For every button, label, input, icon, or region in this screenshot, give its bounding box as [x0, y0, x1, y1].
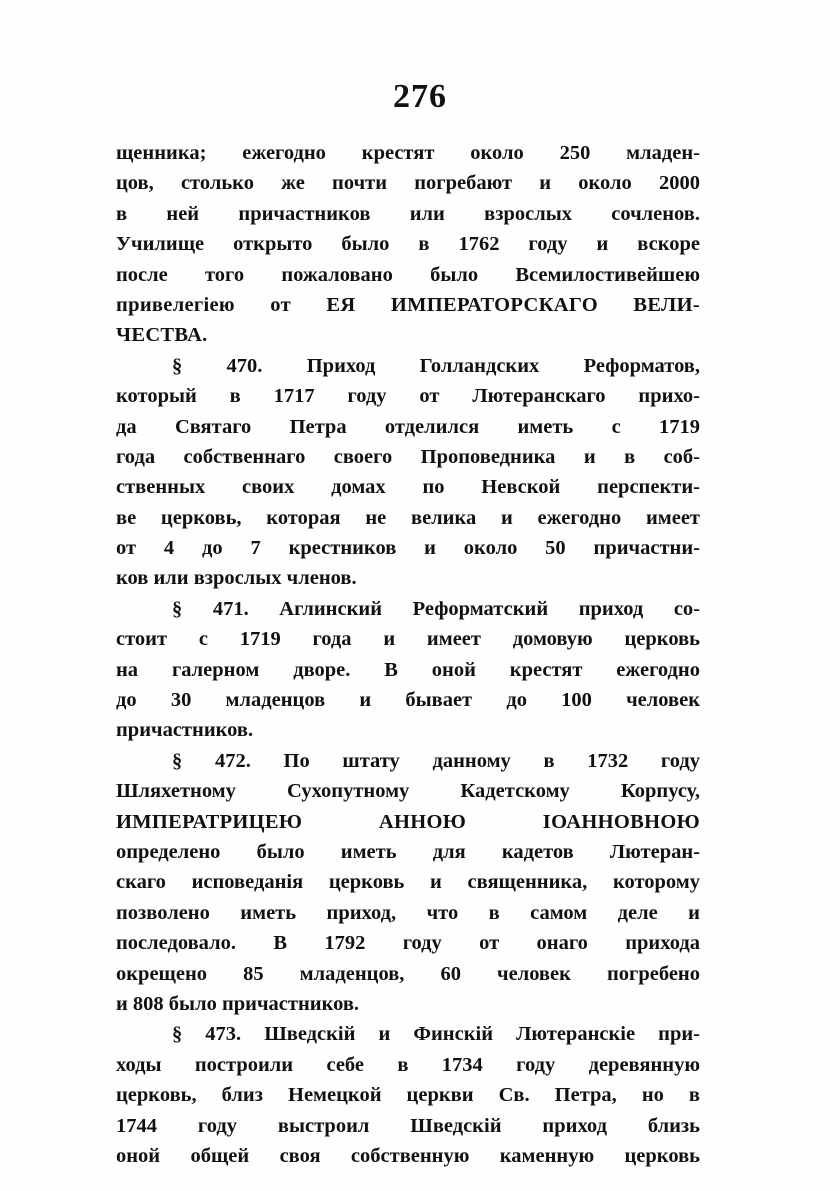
text-line: который в 1717 году от Лютеранскаго прихо-	[116, 385, 700, 408]
text-line: до 30 младенцов и бывает до 100 человек	[116, 689, 700, 712]
text-line: ков или взрослых членов.	[116, 567, 357, 590]
text-line: привелегiею от ЕЯ ИМПЕРАТОРСКАГО ВЕЛИ-	[116, 293, 700, 316]
text-line: цов, столько же почти погребают и около 2000	[116, 172, 700, 195]
text-line: скаго исповеданiя церковь и священника, которому	[116, 871, 700, 894]
text-line: и 808 было причастников.	[116, 992, 360, 1015]
text-line: 1744 году выстроил Шведскiй приход близь	[116, 1114, 700, 1137]
text-line: церковь, близ Немецкой церкви Св. Петра, но в	[116, 1084, 700, 1107]
text-line: ственных своих домах по Невской перспекти-	[116, 476, 700, 499]
text-line: ИМПЕРАТРИЦЕЮ АННОЮ ІОАННОВНОЮ	[116, 810, 700, 833]
text-line: от 4 до 7 крестников и около 50 причастни-	[116, 537, 700, 560]
section-473-heading: § 473. Шведскiй и Финскiй Лютеранскiе при-	[172, 1023, 700, 1046]
text-line: окрещено 85 младенцов, 60 человек погребено	[116, 962, 700, 985]
text-line: оной общей своя собственную каменную церковь	[116, 1144, 700, 1167]
text-line: определено было иметь для кадетов Лютеран-	[116, 840, 700, 863]
page-number: 276	[393, 78, 447, 115]
section-472-heading: § 472. По штату данному в 1732 году	[172, 749, 700, 772]
text-line: последовало. В 1792 году от онаго прихода	[116, 932, 700, 955]
section-470-heading: § 470. Приход Голландских Реформатов,	[172, 354, 700, 377]
text-line: щенника; ежегодно крестят около 250 младен-	[116, 142, 700, 164]
text-line: года собственнаго своего Проповедника и в соб-	[116, 445, 700, 468]
text-line: Шляхетному Сухопутному Кадетскому Корпусу,	[116, 780, 700, 803]
text-line: ве церковь, которая не велика и ежегодно имеет	[116, 506, 700, 529]
text-line: ЧЕСТВА.	[116, 324, 208, 347]
text-line: да Святаго Петра отделился иметь с 1719	[116, 415, 700, 438]
text-line: Училище открыто было в 1762 году и вскоре	[116, 233, 700, 256]
text-line: позволено иметь приход, что в самом деле и	[116, 901, 700, 924]
text-line: в ней причастников или взрослых сочленов.	[116, 202, 700, 225]
text-line: после того пожаловано было Всемилостивейшею	[116, 263, 700, 286]
body-text	[116, 138, 700, 1171]
section-471-heading: § 471. Аглинский Реформатский приход со-	[172, 597, 700, 620]
text-line: ходы построили себе в 1734 году деревянную	[116, 1053, 700, 1076]
text-line: причастников.	[116, 719, 254, 742]
text-line: стоит с 1719 года и имеет домовую церковь	[116, 628, 700, 651]
text-line: на галерном дворе. В оной крестят ежегодно	[116, 658, 700, 681]
